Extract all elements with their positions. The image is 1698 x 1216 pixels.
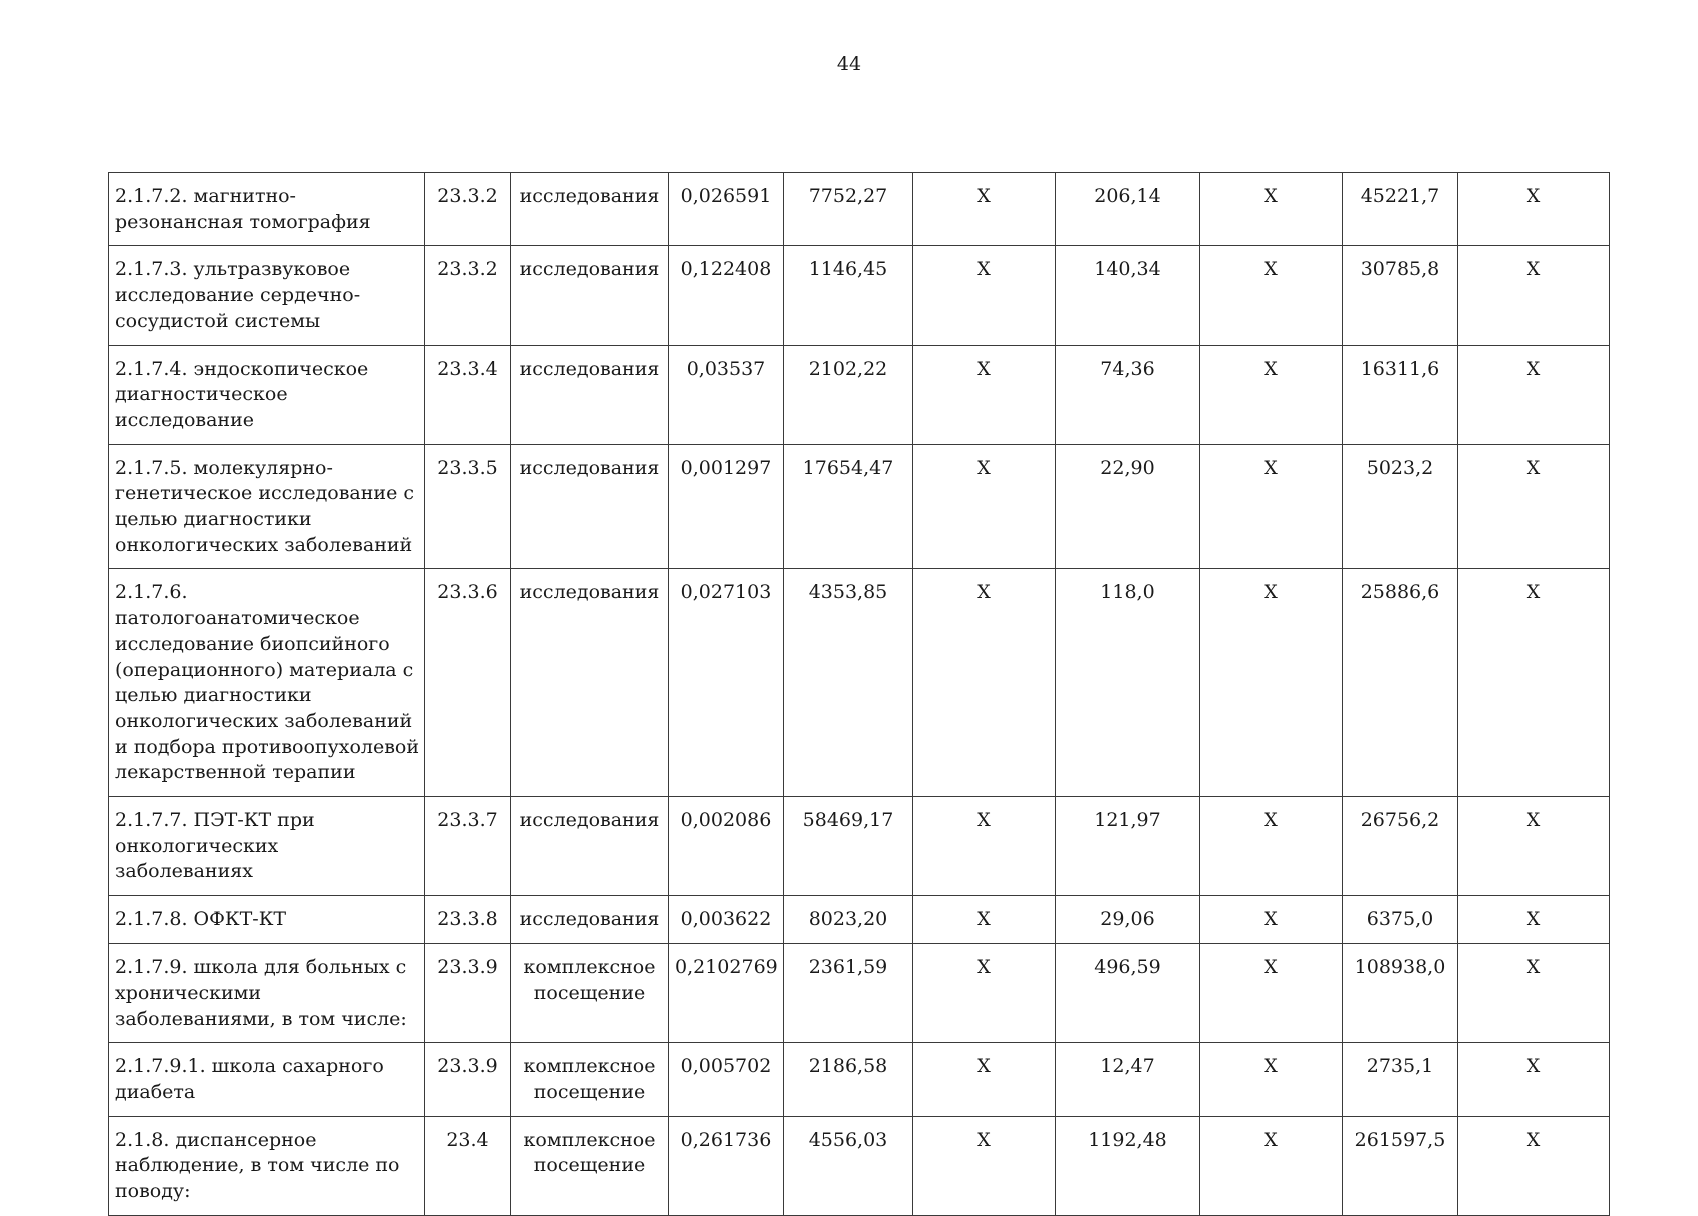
- row-col7: 496,59: [1056, 944, 1200, 1043]
- row-col8: Х: [1200, 173, 1343, 246]
- row-code: 23.3.2: [425, 246, 511, 345]
- row-col8: Х: [1200, 345, 1343, 444]
- row-col10: Х: [1458, 944, 1610, 1043]
- row-code: 23.3.7: [425, 797, 511, 896]
- row-norm: 0,261736: [669, 1116, 784, 1215]
- row-code: 23.3.6: [425, 569, 511, 797]
- table-row: [109, 345, 1610, 444]
- row-col9: 261597,5: [1343, 1116, 1458, 1215]
- row-code: 23.4: [425, 1116, 511, 1215]
- row-col7: 118,0: [1056, 569, 1200, 797]
- row-name: 2.1.7.5. молекулярно-генетическое исследование с целью диагностики онкологических заболеваний: [109, 444, 425, 569]
- row-cost: 2186,58: [784, 1043, 913, 1116]
- row-col7: 74,36: [1056, 345, 1200, 444]
- row-name: 2.1.7.2. магнитно-резонансная томография: [109, 173, 425, 246]
- row-col10: Х: [1458, 896, 1610, 944]
- row-unit: исследования: [511, 345, 669, 444]
- table-row: [109, 797, 1610, 896]
- row-col7: 29,06: [1056, 896, 1200, 944]
- row-name: 2.1.7.7. ПЭТ-КТ при онкологических заболеваниях: [109, 797, 425, 896]
- row-col6: Х: [913, 1116, 1056, 1215]
- row-name: 2.1.7.9. школа для больных с хроническими заболеваниями, в том числе:: [109, 944, 425, 1043]
- row-norm: 0,005702: [669, 1043, 784, 1116]
- row-col7: 22,90: [1056, 444, 1200, 569]
- row-name: 2.1.7.6. патологоанатомическое исследование биопсийного (операционного) материала с целью диагностики онкологических заболеваний и подбора противоопухолевой лекарственной терапии: [109, 569, 425, 797]
- row-cost: 17654,47: [784, 444, 913, 569]
- row-col8: Х: [1200, 1043, 1343, 1116]
- row-col10: Х: [1458, 569, 1610, 797]
- row-name: 2.1.7.9.1. школа сахарного диабета: [109, 1043, 425, 1116]
- row-name: 2.1.8. диспансерное наблюдение, в том числе по поводу:: [109, 1116, 425, 1215]
- row-unit: исследования: [511, 444, 669, 569]
- row-norm: 0,003622: [669, 896, 784, 944]
- row-unit: исследования: [511, 173, 669, 246]
- row-col7: 1192,48: [1056, 1116, 1200, 1215]
- row-col7: 206,14: [1056, 173, 1200, 246]
- row-col8: Х: [1200, 1116, 1343, 1215]
- row-name: 2.1.7.4. эндоскопическое диагностическое исследование: [109, 345, 425, 444]
- row-col6: Х: [913, 246, 1056, 345]
- table-row: [109, 569, 1610, 797]
- row-unit: исследования: [511, 569, 669, 797]
- row-col8: Х: [1200, 797, 1343, 896]
- row-col7: 121,97: [1056, 797, 1200, 896]
- row-cost: 7752,27: [784, 173, 913, 246]
- row-norm: 0,122408: [669, 246, 784, 345]
- row-code: 23.3.9: [425, 1043, 511, 1116]
- row-col10: Х: [1458, 246, 1610, 345]
- table-row: [109, 173, 1610, 246]
- row-col6: Х: [913, 345, 1056, 444]
- row-cost: 58469,17: [784, 797, 913, 896]
- row-unit: исследования: [511, 246, 669, 345]
- row-col10: Х: [1458, 444, 1610, 569]
- table-row: [109, 896, 1610, 944]
- table-row: [109, 944, 1610, 1043]
- page-number: 44: [836, 53, 862, 75]
- row-col6: Х: [913, 944, 1056, 1043]
- row-col6: Х: [913, 173, 1056, 246]
- row-col8: Х: [1200, 246, 1343, 345]
- row-col6: Х: [913, 797, 1056, 896]
- row-col9: 2735,1: [1343, 1043, 1458, 1116]
- row-cost: 4353,85: [784, 569, 913, 797]
- row-col7: 12,47: [1056, 1043, 1200, 1116]
- row-cost: 4556,03: [784, 1116, 913, 1215]
- table-row: [109, 1116, 1610, 1215]
- data-table: [108, 172, 1610, 1216]
- row-code: 23.3.4: [425, 345, 511, 444]
- row-unit: исследования: [511, 896, 669, 944]
- row-col8: Х: [1200, 444, 1343, 569]
- row-name: 2.1.7.3. ультразвуковое исследование сердечно-сосудистой системы: [109, 246, 425, 345]
- row-code: 23.3.2: [425, 173, 511, 246]
- row-col10: Х: [1458, 345, 1610, 444]
- row-col6: Х: [913, 896, 1056, 944]
- row-col9: 45221,7: [1343, 173, 1458, 246]
- row-norm: 0,026591: [669, 173, 784, 246]
- row-col9: 25886,6: [1343, 569, 1458, 797]
- row-col8: Х: [1200, 944, 1343, 1043]
- row-unit: комплексное посещение: [511, 1043, 669, 1116]
- row-col10: Х: [1458, 1043, 1610, 1116]
- row-name: 2.1.7.8. ОФКТ-КТ: [109, 896, 425, 944]
- row-cost: 1146,45: [784, 246, 913, 345]
- row-col6: Х: [913, 569, 1056, 797]
- row-col10: Х: [1458, 173, 1610, 246]
- row-col9: 5023,2: [1343, 444, 1458, 569]
- row-col6: Х: [913, 444, 1056, 569]
- row-col7: 140,34: [1056, 246, 1200, 345]
- row-cost: 2102,22: [784, 345, 913, 444]
- row-unit: комплексное посещение: [511, 1116, 669, 1215]
- row-col9: 6375,0: [1343, 896, 1458, 944]
- row-code: 23.3.9: [425, 944, 511, 1043]
- table-row: [109, 246, 1610, 345]
- row-norm: 0,2102769: [669, 944, 784, 1043]
- row-norm: 0,002086: [669, 797, 784, 896]
- row-cost: 2361,59: [784, 944, 913, 1043]
- row-code: 23.3.8: [425, 896, 511, 944]
- row-col8: Х: [1200, 896, 1343, 944]
- row-unit: исследования: [511, 797, 669, 896]
- row-norm: 0,001297: [669, 444, 784, 569]
- row-col9: 30785,8: [1343, 246, 1458, 345]
- row-norm: 0,027103: [669, 569, 784, 797]
- row-col8: Х: [1200, 569, 1343, 797]
- row-col10: Х: [1458, 1116, 1610, 1215]
- row-col10: Х: [1458, 797, 1610, 896]
- table-row: [109, 444, 1610, 569]
- row-code: 23.3.5: [425, 444, 511, 569]
- row-norm: 0,03537: [669, 345, 784, 444]
- table-row: [109, 1043, 1610, 1116]
- row-col6: Х: [913, 1043, 1056, 1116]
- row-col9: 26756,2: [1343, 797, 1458, 896]
- row-unit: комплексное посещение: [511, 944, 669, 1043]
- row-col9: 16311,6: [1343, 345, 1458, 444]
- row-cost: 8023,20: [784, 896, 913, 944]
- row-col9: 108938,0: [1343, 944, 1458, 1043]
